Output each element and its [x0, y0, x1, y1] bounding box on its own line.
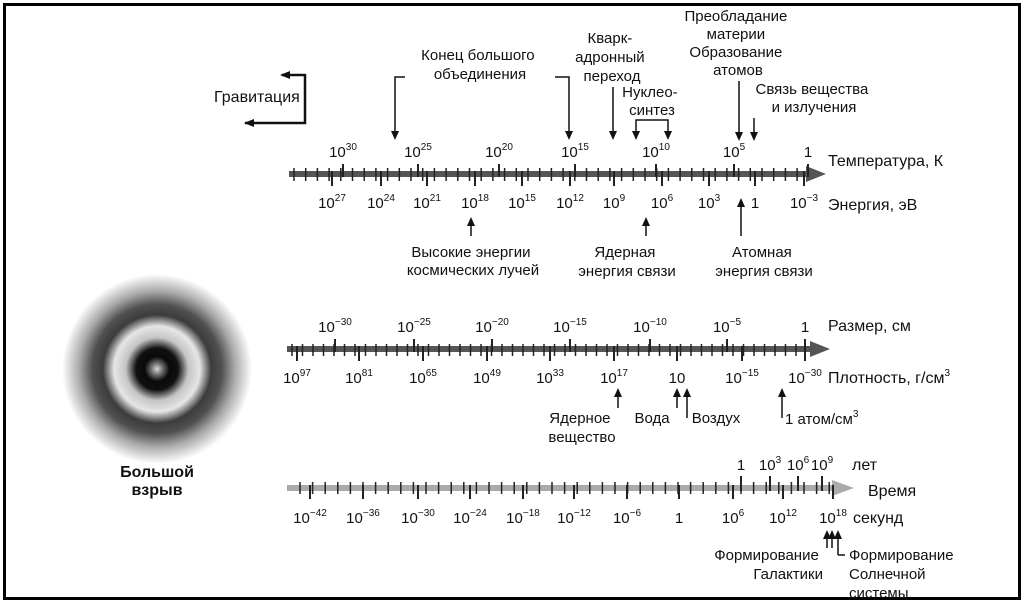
seconds-tick-label: $10^{-42}$	[293, 508, 327, 527]
energy-tick-label: $10^{-3}$	[789, 193, 819, 212]
air-label: Воздух	[691, 410, 741, 427]
energy-tick-label: $10^9$	[602, 193, 626, 212]
years-tick-label: $10^6$	[786, 455, 810, 474]
energy-tick-label: $10^{21}$	[413, 193, 441, 212]
seconds-tick-label: $10^{-24}$	[453, 508, 487, 527]
seconds-tick-label: $10^{-36}$	[346, 508, 380, 527]
density-tick-label: $10^{17}$	[600, 368, 628, 387]
size-tick-label: $10^{-30}$	[318, 317, 352, 336]
nuclear-matter-label: Ядерное вещество	[548, 410, 616, 446]
temperature-tick-label: 1	[803, 144, 813, 161]
energy-tick-label: 1	[750, 195, 760, 212]
density-tick-label: $10^{-30}$	[788, 368, 822, 387]
nucleo-arrow-head-left	[632, 131, 640, 140]
gut-end-label: Конец большого объединения	[421, 47, 535, 83]
seconds-tick-label: $10^{12}$	[769, 508, 797, 527]
one-atom-label: 1 атом/$см^3$	[785, 409, 859, 428]
atoms-arrow-head	[735, 132, 743, 141]
size-density-axis	[287, 341, 830, 357]
temperature-tick-label: $10^{10}$	[642, 142, 670, 161]
years-tick-label: 1	[736, 457, 746, 474]
one-atom-arrow-head	[778, 388, 786, 397]
density-tick-label: $10^{33}$	[536, 368, 564, 387]
years-tick-label: $10^9$	[810, 455, 834, 474]
solar-arrow-head	[834, 530, 842, 539]
size-tick-label: $10^{-25}$	[397, 317, 431, 336]
seconds-tick-label: $10^{-30}$	[401, 508, 435, 527]
matter-dominance-label: Преобладание материи Образование атомов	[684, 8, 788, 79]
galaxy-formation-label: Формирование Галактики	[714, 547, 823, 583]
quark-hadron-label: Кварк- адронный переход	[575, 30, 645, 85]
atomic-binding-arrow-head	[737, 198, 745, 207]
time-unit-label: Время	[868, 483, 917, 500]
event-arrowheads	[391, 131, 842, 539]
energy-tick-label: $10^{12}$	[556, 193, 584, 212]
gravity-arrow-top	[280, 71, 290, 79]
size-tick-label: $10^{-15}$	[553, 317, 587, 336]
gut-arrow-line	[395, 77, 569, 133]
temperature-energy-axis	[289, 166, 826, 182]
energy-unit-label: Энергия, эВ	[828, 197, 918, 214]
size-tick-label: $10^{-20}$	[475, 317, 509, 336]
seconds-tick-label: $10^{18}$	[819, 508, 847, 527]
energy-tick-label: $10^{24}$	[367, 193, 395, 212]
density-tick-label: 10	[668, 370, 686, 387]
nuclear-matter-arrow-head	[614, 388, 622, 397]
energy-tick-label: $10^{15}$	[508, 193, 536, 212]
temperature-tick-label: $10^{30}$	[329, 142, 357, 161]
years-tick-label: $10^3$	[758, 455, 782, 474]
nucleo-arrow-head-right	[664, 131, 672, 140]
big-bang-caption-line1: Большой	[120, 464, 194, 481]
event-arrows	[395, 77, 845, 555]
size-tick-label: $10^{-5}$	[712, 317, 742, 336]
years-unit-label: лет	[852, 457, 878, 474]
axis-tick-labels	[283, 142, 847, 527]
temperature-tick-label: $10^5$	[722, 142, 746, 161]
seconds-tick-label: $10^{-18}$	[506, 508, 540, 527]
gravity-arrow-bottom	[244, 119, 254, 127]
seconds-tick-label: $10^6$	[721, 508, 745, 527]
density-unit-label: Плотность, $г/см^3$	[828, 368, 951, 387]
water-arrow-head	[673, 388, 681, 397]
seconds-tick-label: $10^{-12}$	[557, 508, 591, 527]
energy-tick-label: $10^{18}$	[461, 193, 489, 212]
energy-tick-label: $10^{27}$	[318, 193, 346, 212]
size-unit-label: Размер, см	[828, 318, 911, 335]
temperature-tick-label: $10^{15}$	[561, 142, 589, 161]
energy-tick-label: $10^6$	[650, 193, 674, 212]
size-tick-label: 1	[800, 319, 810, 336]
seconds-tick-label: 1	[674, 510, 684, 527]
atomic-binding-label: Атомная энергия связи	[715, 244, 813, 280]
temperature-tick-label: $10^{25}$	[404, 142, 432, 161]
seconds-tick-label: $10^{-6}$	[612, 508, 642, 527]
big-bang-caption	[102, 464, 212, 500]
temperature-unit-label: Температура, К	[828, 153, 944, 170]
solar-arrow-line	[838, 538, 845, 555]
cosmic-rays-label: Высокие энергии космических лучей	[406, 244, 540, 279]
nuclear-binding-arrow-head	[642, 217, 650, 226]
density-tick-label: $10^{81}$	[345, 368, 373, 387]
solar-system-formation-label: Формирование Солнечной системы	[849, 547, 954, 602]
air-arrow-head	[683, 388, 691, 397]
big-bang-caption-line2: взрыв	[131, 482, 183, 499]
time-axis	[287, 480, 854, 496]
density-tick-label: $10^{97}$	[283, 368, 311, 387]
gut-arrow-head-left	[391, 131, 399, 140]
cosmic-arrow-head	[467, 217, 475, 226]
nucleosynthesis-label: Нуклео- синтез	[622, 84, 678, 119]
nuclear-binding-label: Ядерная энергия связи	[578, 244, 676, 280]
decoupling-label: Связь вещества и излучения	[755, 81, 869, 116]
density-tick-label: $10^{65}$	[409, 368, 437, 387]
energy-tick-label: $10^3$	[697, 193, 721, 212]
size-tick-label: $10^{-10}$	[633, 317, 667, 336]
gut-arrow-head-right	[565, 131, 573, 140]
nucleo-arrow-line	[636, 120, 668, 133]
water-label: Вода	[634, 410, 670, 427]
gravity-label: Гравитация	[214, 89, 300, 106]
temperature-tick-label: $10^{20}$	[485, 142, 513, 161]
decoupling-arrow-head	[750, 132, 758, 141]
seconds-unit-label: секунд	[853, 510, 904, 527]
big-bang-image	[62, 274, 252, 464]
quark-arrow-head	[609, 131, 617, 140]
density-tick-label: $10^{49}$	[473, 368, 501, 387]
density-tick-label: $10^{-15}$	[725, 368, 759, 387]
